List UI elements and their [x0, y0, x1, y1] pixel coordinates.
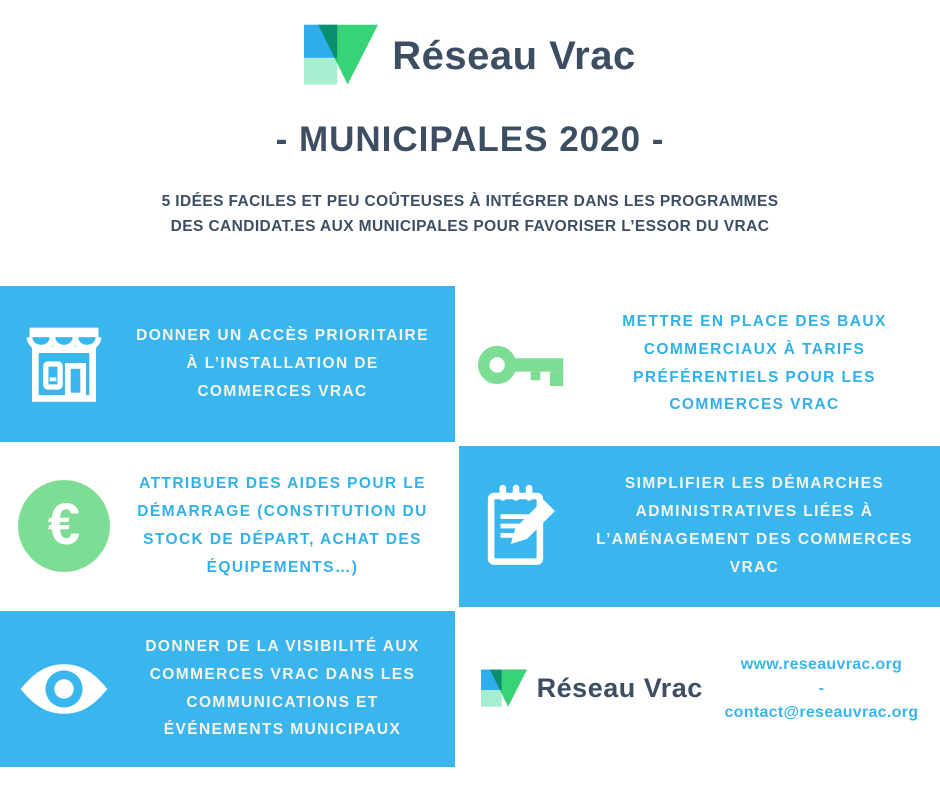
subtitle-line-1: 5 IDÉES FACILES ET PEU COÛTEUSES À INTÉGRER DANS LES PROGRAMMES	[161, 193, 779, 210]
footer-card	[459, 611, 940, 767]
idea-text: METTRE EN PLACE DES BAUX COMMERCIAUX À TARIFS PRÉFÉRENTIELS POUR LES COMMERCES VRAC	[622, 312, 887, 414]
icon-wrap	[0, 659, 128, 719]
reseau-vrac-logo-icon	[481, 669, 527, 709]
icon-wrap	[459, 333, 587, 395]
idea-card-visibilite	[0, 611, 455, 767]
idea-card-demarches	[459, 446, 940, 607]
storefront-icon	[20, 320, 108, 408]
idea-text: DONNER DE LA VISIBILITÉ AUX COMMERCES VRAC DANS LES COMMUNICATIONS ET ÉVÉNEMENTS MUNICIPAUX	[145, 637, 420, 739]
brand-name: Réseau Vrac	[392, 33, 636, 78]
page-title: - MUNICIPALES 2020 -	[275, 120, 665, 159]
icon-wrap	[0, 480, 128, 572]
idea-card-installation	[0, 286, 455, 442]
idea-text: SIMPLIFIER LES DÉMARCHES ADMINISTRATIVES LIÉES À L’AMÉNAGEMENT DES COMMERCES VRAC	[596, 475, 913, 576]
website-link[interactable]: www.reseauvrac.org	[740, 655, 903, 673]
key-icon	[477, 333, 569, 395]
subtitle-line-2: DES CANDIDAT.ES AUX MUNICIPALES POUR FAVORISER L’ESSOR DU VRAC	[170, 217, 770, 235]
idea-text: DONNER UN ACCÈS PRIORITAIRE À L’INSTALLATION DE COMMERCES VRAC	[136, 326, 429, 400]
contact-separator: -	[818, 679, 825, 697]
footer-brand-name: Réseau Vrac	[536, 673, 703, 704]
footer-logo	[481, 669, 703, 709]
reseau-vrac-logo-icon	[304, 24, 378, 88]
idea-card-baux	[459, 286, 940, 442]
icon-wrap	[0, 320, 128, 408]
notepad-pencil-icon	[478, 479, 568, 573]
icon-wrap	[459, 479, 587, 573]
idea-text: ATTRIBUER DES AIDES POUR LE DÉMARRAGE (CONSTITUTION DU STOCK DE DÉPART, ACHAT DES ÉQUIPEMENTS…)	[137, 475, 428, 576]
header-logo	[0, 0, 940, 88]
idea-card-aides	[0, 446, 455, 607]
eye-icon	[18, 659, 110, 719]
euro-icon: €	[18, 480, 110, 572]
ideas-grid	[0, 286, 940, 767]
email-link[interactable]: contact@reseauvrac.org	[724, 703, 919, 721]
subtitle	[0, 190, 940, 240]
footer-contact	[724, 653, 918, 725]
